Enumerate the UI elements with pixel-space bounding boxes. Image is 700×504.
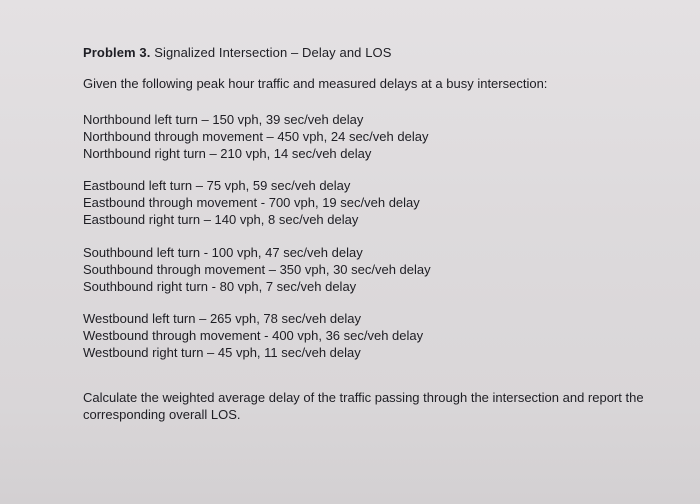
problem-heading bbox=[83, 45, 392, 60]
southbound-left-line: Southbound left turn - 100 vph, 47 sec/veh delay bbox=[83, 245, 363, 260]
northbound-group bbox=[83, 111, 428, 162]
question-text: Calculate the weighted average delay of the traffic passing through the intersection and report the corresponding overall LOS. bbox=[83, 390, 644, 422]
problem-number: Problem 3. bbox=[83, 45, 151, 60]
eastbound-right-line: Eastbound right turn – 140 vph, 8 sec/veh delay bbox=[83, 212, 359, 227]
eastbound-group bbox=[83, 177, 420, 228]
westbound-through-line: Westbound through movement - 400 vph, 36 sec/veh delay bbox=[83, 328, 424, 343]
westbound-group bbox=[83, 310, 423, 361]
eastbound-through-line: Eastbound through movement - 700 vph, 19 sec/veh delay bbox=[83, 195, 420, 210]
southbound-right-line: Southbound right turn - 80 vph, 7 sec/veh delay bbox=[83, 279, 357, 294]
northbound-right-line: Northbound right turn – 210 vph, 14 sec/veh delay bbox=[83, 146, 372, 161]
northbound-through-line: Northbound through movement – 450 vph, 24 sec/veh delay bbox=[83, 129, 429, 144]
northbound-left-line: Northbound left turn – 150 vph, 39 sec/veh delay bbox=[83, 112, 364, 127]
westbound-right-line: Westbound right turn – 45 vph, 11 sec/veh delay bbox=[83, 345, 361, 360]
eastbound-left-line: Eastbound left turn – 75 vph, 59 sec/veh delay bbox=[83, 178, 351, 193]
problem-title: Signalized Intersection – Delay and LOS bbox=[154, 45, 392, 60]
southbound-group bbox=[83, 244, 431, 295]
intro-text: Given the following peak hour traffic and measured delays at a busy intersection: bbox=[83, 76, 548, 91]
southbound-through-line: Southbound through movement – 350 vph, 30 sec/veh delay bbox=[83, 262, 431, 277]
westbound-left-line: Westbound left turn – 265 vph, 78 sec/veh delay bbox=[83, 311, 361, 326]
